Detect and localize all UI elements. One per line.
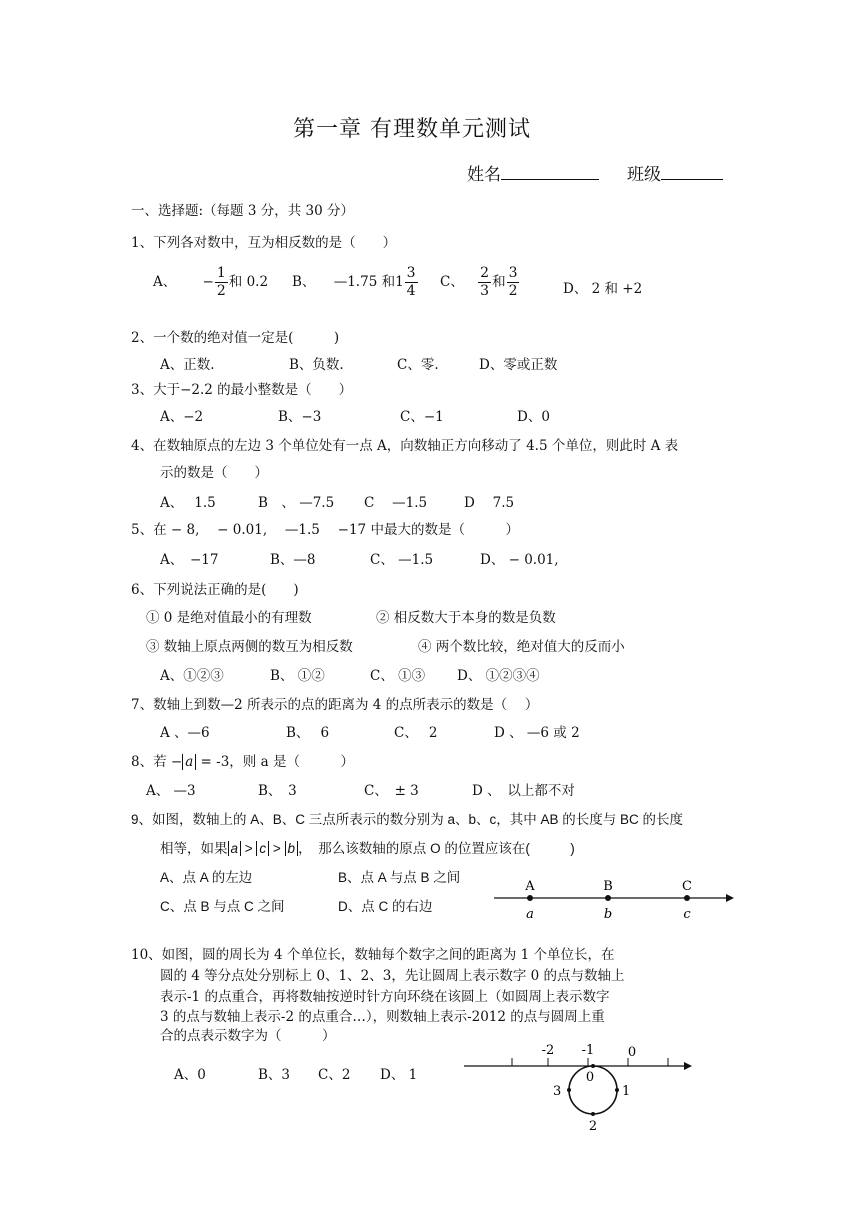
q1-option-b: B、 —1.75 和1 $\frac{3}{4}$ [292, 265, 416, 299]
q1-option-a: A、 − $\frac{1}{2}$ 和 0.2 [153, 265, 269, 299]
q10-circle-label-2: 2 [588, 1119, 598, 1134]
q10-stem-line4: 3 的点与数轴上表示-2 的点重合…），则数轴上表示-2012 的点与圆周上重 [160, 1009, 605, 1025]
q5-stem: 5、在 − 8, − 0.01, —1.5 −17 中最大的数是（ ） [131, 522, 519, 538]
q10-stem-line1: 10、如图，圆的周长为 4 个单位长，数轴每个数字之间的距离为 1 个单位长，在 [131, 947, 615, 963]
q10-stem-line2: 圆的 4 等分点处分别标上 0、1、2、3，先让圆周上表示数字 0 的点与数轴上 [160, 968, 625, 984]
q2-option-b: B、负数. [289, 357, 344, 373]
name-field-row [467, 160, 599, 185]
q3-option-c: C、−1 [400, 409, 444, 425]
q10-circle-label-0: 0 [585, 1070, 595, 1085]
q5-option-b: B、—8 [270, 552, 316, 568]
q8-stem: 8、若 − a = -3，则 a 是（ ） [131, 754, 354, 770]
q6-statement-3: ③ 数轴上原点两侧的数互为相反数 [146, 639, 353, 655]
q2-option-a: A、正数. [160, 357, 215, 373]
q2-stem: 2、一个数的绝对值一定是( ) [131, 330, 340, 346]
q7-option-a: A 、—6 [160, 725, 210, 741]
q10-stem-line3: 表示-1 的点重合，再将数轴按逆时针方向环绕在该圆上（如圆周上表示数字 [160, 989, 610, 1005]
q6-option-d: D、 ①②③④ [457, 668, 540, 684]
q4-stem-line2: 示的数是（ ） [160, 465, 268, 481]
q3-option-d: D、0 [517, 409, 550, 425]
q10-circle-label-3: 3 [553, 1084, 562, 1099]
q2-option-c: C、零. [397, 357, 439, 373]
q9-option-a: A、点 A 的左边 [160, 870, 253, 885]
q4-option-b: B 、 —7.5 [258, 495, 335, 511]
class-label: 班级 [627, 165, 661, 185]
q10-circle-point-3 [567, 1088, 571, 1092]
q8-option-d: D 、 以上都不对 [472, 783, 575, 799]
q8-option-b: B、 3 [258, 783, 297, 799]
q10-option-c: C、2 [318, 1067, 351, 1083]
q9-axis-arrow [726, 894, 734, 902]
q10-option-d: D、 1 [380, 1067, 418, 1083]
q9-stem-line2: 相等，如果 a > c > b ， 那么该数轴的原点 O 的位置应该在( ) [160, 841, 575, 856]
q10-axis-label-0: 0 [627, 1045, 637, 1060]
q7-stem: 7、数轴上到数—2 所表示的点的距离为 4 的点所表示的数是（ ） [131, 697, 539, 713]
q7-option-c: C、 2 [394, 725, 438, 741]
q4-option-d: D 7.5 [464, 495, 515, 511]
q9-option-b: B、点 A 与点 B 之间 [338, 870, 461, 885]
q5-option-a: A、 −17 [160, 552, 219, 568]
q9-stem-line1: 9、如图，数轴上的 A、B、C 三点所表示的数分别为 a、b、c，其中 AB 的长度与 BC 的长度 [131, 812, 684, 827]
q9-var-c: c [683, 907, 691, 922]
q6-statement-2: ② 相反数大于本身的数是负数 [376, 610, 556, 626]
q9-point-c [684, 895, 690, 901]
q6-stem: 6、下列说法正确的是( ) [131, 582, 299, 598]
name-blank[interactable] [501, 163, 599, 180]
q3-option-b: B、−3 [278, 409, 322, 425]
q6-statement-1: ① 0 是绝对值最小的有理数 [146, 610, 312, 626]
q6-option-a: A、①②③ [160, 668, 224, 684]
q9-label-a: A [525, 879, 535, 894]
q10-axis-label-neg2: -2 [541, 1043, 555, 1058]
q9-point-b [605, 895, 611, 901]
q1-stem: 1、下列各对数中，互为相反数的是（ ） [131, 235, 397, 251]
q9-option-d: D、点 C 的右边 [338, 899, 433, 914]
q10-option-a: A、0 [174, 1067, 206, 1083]
q10-axis-arrow [684, 1062, 692, 1070]
q6-statement-4: ④ 两个数比较，绝对值大的反而小 [418, 639, 625, 655]
q10-circle-point-1 [615, 1088, 619, 1092]
q7-option-b: B、 6 [286, 725, 330, 741]
q1-option-d: D、 2 和 +2 [563, 281, 643, 297]
q10-axis-label-neg1: -1 [581, 1043, 595, 1058]
q8-option-c: C、 ± 3 [364, 783, 419, 799]
q3-stem: 3、大于−2.2 的最小整数是（ ） [131, 382, 353, 398]
class-field-row [627, 160, 723, 185]
q6-option-b: B、 ①② [270, 668, 325, 684]
name-label: 姓名 [467, 165, 501, 185]
q1-option-c: C、 $\frac{2}{3}$ 和 $\frac{3}{2}$ [440, 265, 518, 299]
q10-circle-label-1: 1 [622, 1084, 631, 1099]
q8-option-a: A、 —3 [146, 783, 196, 799]
q6-option-c: C、 ①③ [370, 668, 426, 684]
page-title: 第一章 有理数单元测试 [293, 117, 531, 142]
q9-label-c: C [682, 879, 692, 894]
q9-number-line-figure [490, 874, 735, 926]
q10-circle-figure [460, 1038, 696, 1134]
q7-option-d: D 、 —6 或 2 [494, 725, 580, 741]
q10-circle-point-2 [591, 1112, 595, 1116]
q3-option-a: A、−2 [160, 409, 204, 425]
q9-label-b: B [603, 879, 613, 894]
q10-circle-point-0 [591, 1064, 595, 1068]
class-blank[interactable] [661, 163, 723, 180]
q9-option-c: C、点 B 与点 C 之间 [160, 899, 285, 914]
q10-option-b: B、3 [258, 1067, 291, 1083]
q10-stem-line5: 合的点表示数字为（ ） [160, 1028, 336, 1044]
q5-option-d: D、 − 0.01, [480, 552, 559, 568]
q9-var-b: b [603, 907, 613, 922]
section-heading: 一、选择题:（每题 3 分，共 30 分） [131, 203, 354, 219]
q4-stem-line1: 4、在数轴原点的左边 3 个单位处有一点 A，向数轴正方向移动了 4.5 个单位，则此时 A 表 [131, 438, 679, 454]
q4-option-a: A、 1.5 [160, 495, 216, 511]
q9-var-a: a [526, 907, 534, 922]
q5-option-c: C、 —1.5 [370, 552, 434, 568]
q9-point-a [527, 895, 533, 901]
q2-option-d: D、零或正数 [479, 357, 558, 373]
q4-option-c: C —1.5 [364, 495, 428, 511]
